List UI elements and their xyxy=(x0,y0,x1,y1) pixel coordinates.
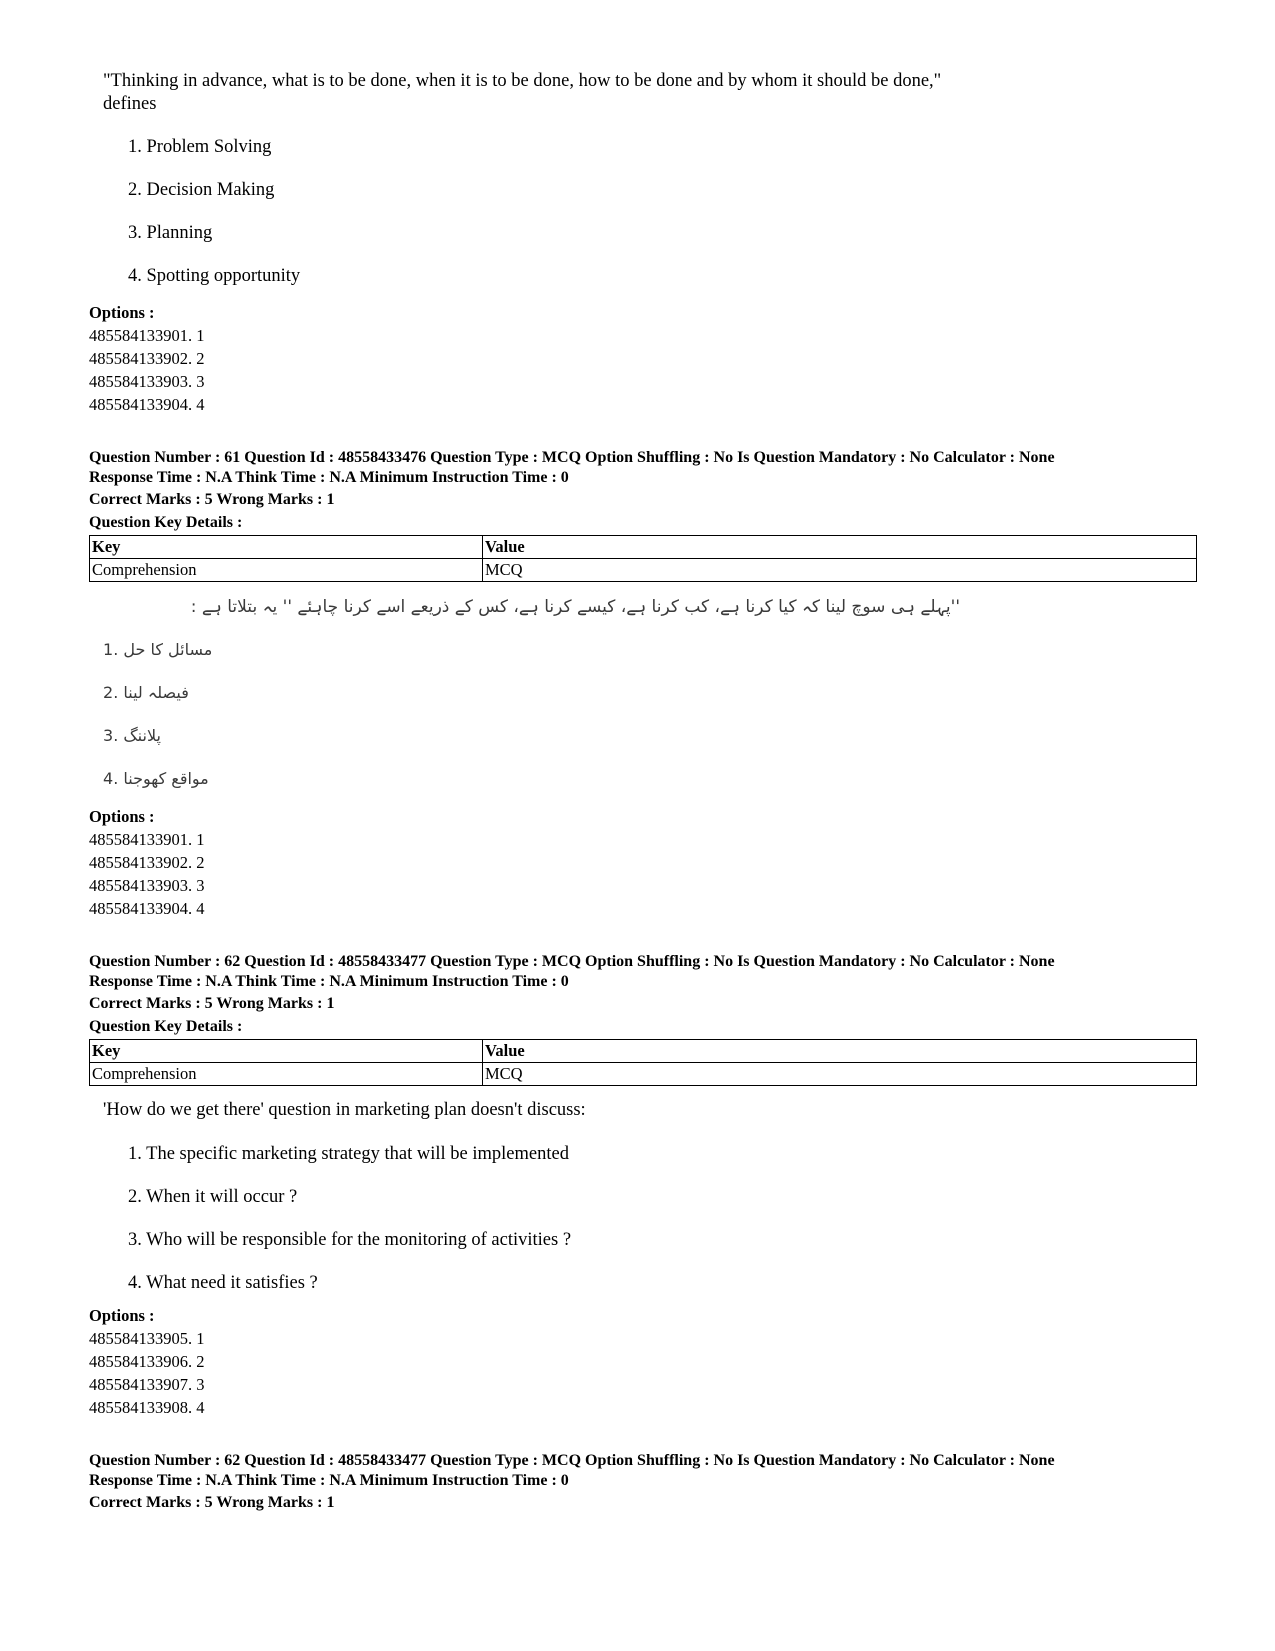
table-header-row xyxy=(90,536,1197,559)
question-stem: 'How do we get there' question in marketing plan doesn't discuss: xyxy=(103,1100,586,1120)
options-title: Options : xyxy=(89,303,155,322)
choice-4: 4. Spotting opportunity xyxy=(128,266,301,286)
table-header-value: Value xyxy=(483,536,1197,559)
option-line: 485584133906. 2 xyxy=(89,1352,205,1371)
choice-1: 1. Problem Solving xyxy=(128,137,272,157)
table-header-row xyxy=(90,1040,1197,1063)
table-cell-value: MCQ xyxy=(483,1063,1197,1086)
option-line: 485584133903. 3 xyxy=(89,372,205,391)
choice-3: 3. Planning xyxy=(128,223,213,243)
marks-line: Correct Marks : 5 Wrong Marks : 1 xyxy=(89,491,335,508)
options-title: Options : xyxy=(89,807,155,826)
question-meta-line2: Response Time : N.A Think Time : N.A Minimum Instruction Time : 0 xyxy=(89,1472,569,1489)
table-row xyxy=(90,1063,1197,1086)
table-row xyxy=(90,559,1197,582)
key-details-title: Question Key Details : xyxy=(89,1018,243,1035)
choice-2: فیصلہ لینا .2 xyxy=(103,683,189,702)
question-stem: "Thinking in advance, what is to be done, when it is to be done, how to be done and by whom it should be done," defines xyxy=(103,71,942,114)
table-header-value: Value xyxy=(483,1040,1197,1063)
table-cell-value: MCQ xyxy=(483,559,1197,582)
choice-2: 2. When it will occur ? xyxy=(128,1187,298,1207)
key-details-title: Question Key Details : xyxy=(89,514,243,531)
question-meta-line2: Response Time : N.A Think Time : N.A Minimum Instruction Time : 0 xyxy=(89,973,569,990)
option-line: 485584133904. 4 xyxy=(89,395,205,414)
option-line: 485584133902. 2 xyxy=(89,853,205,872)
option-line: 485584133903. 3 xyxy=(89,876,205,895)
choice-3: 3. Who will be responsible for the monitoring of activities ? xyxy=(128,1230,572,1250)
table-header-key: Key xyxy=(90,1040,483,1063)
option-line: 485584133905. 1 xyxy=(89,1329,205,1348)
table-cell-key: Comprehension xyxy=(90,559,483,582)
option-line: 485584133902. 2 xyxy=(89,349,205,368)
option-line: 485584133901. 1 xyxy=(89,326,205,345)
choice-4: 4. What need it satisfies ? xyxy=(128,1273,318,1293)
option-line: 485584133904. 4 xyxy=(89,899,205,918)
options-title: Options : xyxy=(89,1306,155,1325)
option-line: 485584133907. 3 xyxy=(89,1375,205,1394)
question-meta-line1: Question Number : 62 Question Id : 48558433477 Question Type : MCQ Option Shuffling : No Is Question Mandatory : No Calculator : None xyxy=(89,953,1055,970)
marks-line: Correct Marks : 5 Wrong Marks : 1 xyxy=(89,1494,335,1511)
table-cell-key: Comprehension xyxy=(90,1063,483,1086)
option-line: 485584133908. 4 xyxy=(89,1398,205,1417)
question-meta-line1: Question Number : 61 Question Id : 48558433476 Question Type : MCQ Option Shuffling : No Is Question Mandatory : No Calculator : None xyxy=(89,449,1055,466)
choice-4: مواقع کھوجنا .4 xyxy=(103,769,209,788)
key-details-table xyxy=(89,535,1197,582)
choice-1: 1. The specific marketing strategy that will be implemented xyxy=(128,1144,569,1164)
option-line: 485584133901. 1 xyxy=(89,830,205,849)
key-details-table xyxy=(89,1039,1197,1086)
choice-1: مسائل کا حل .1 xyxy=(103,640,213,659)
table-header-key: Key xyxy=(90,536,483,559)
question-stem-urdu: ''پہلے ہی سوچ لینا کہ کیا کرنا ہے، کب کرنا ہے، کیسے کرنا ہے، کس کے ذریعے اسے کرنا چاہئے '' یہ بتلاتا ہے : xyxy=(190,597,960,617)
marks-line: Correct Marks : 5 Wrong Marks : 1 xyxy=(89,995,335,1012)
question-meta-line1: Question Number : 62 Question Id : 48558433477 Question Type : MCQ Option Shuffling : No Is Question Mandatory : No Calculator : None xyxy=(89,1452,1055,1469)
question-meta-line2: Response Time : N.A Think Time : N.A Minimum Instruction Time : 0 xyxy=(89,469,569,486)
choice-2: 2. Decision Making xyxy=(128,180,275,200)
choice-3: پلاننگ .3 xyxy=(103,726,161,745)
